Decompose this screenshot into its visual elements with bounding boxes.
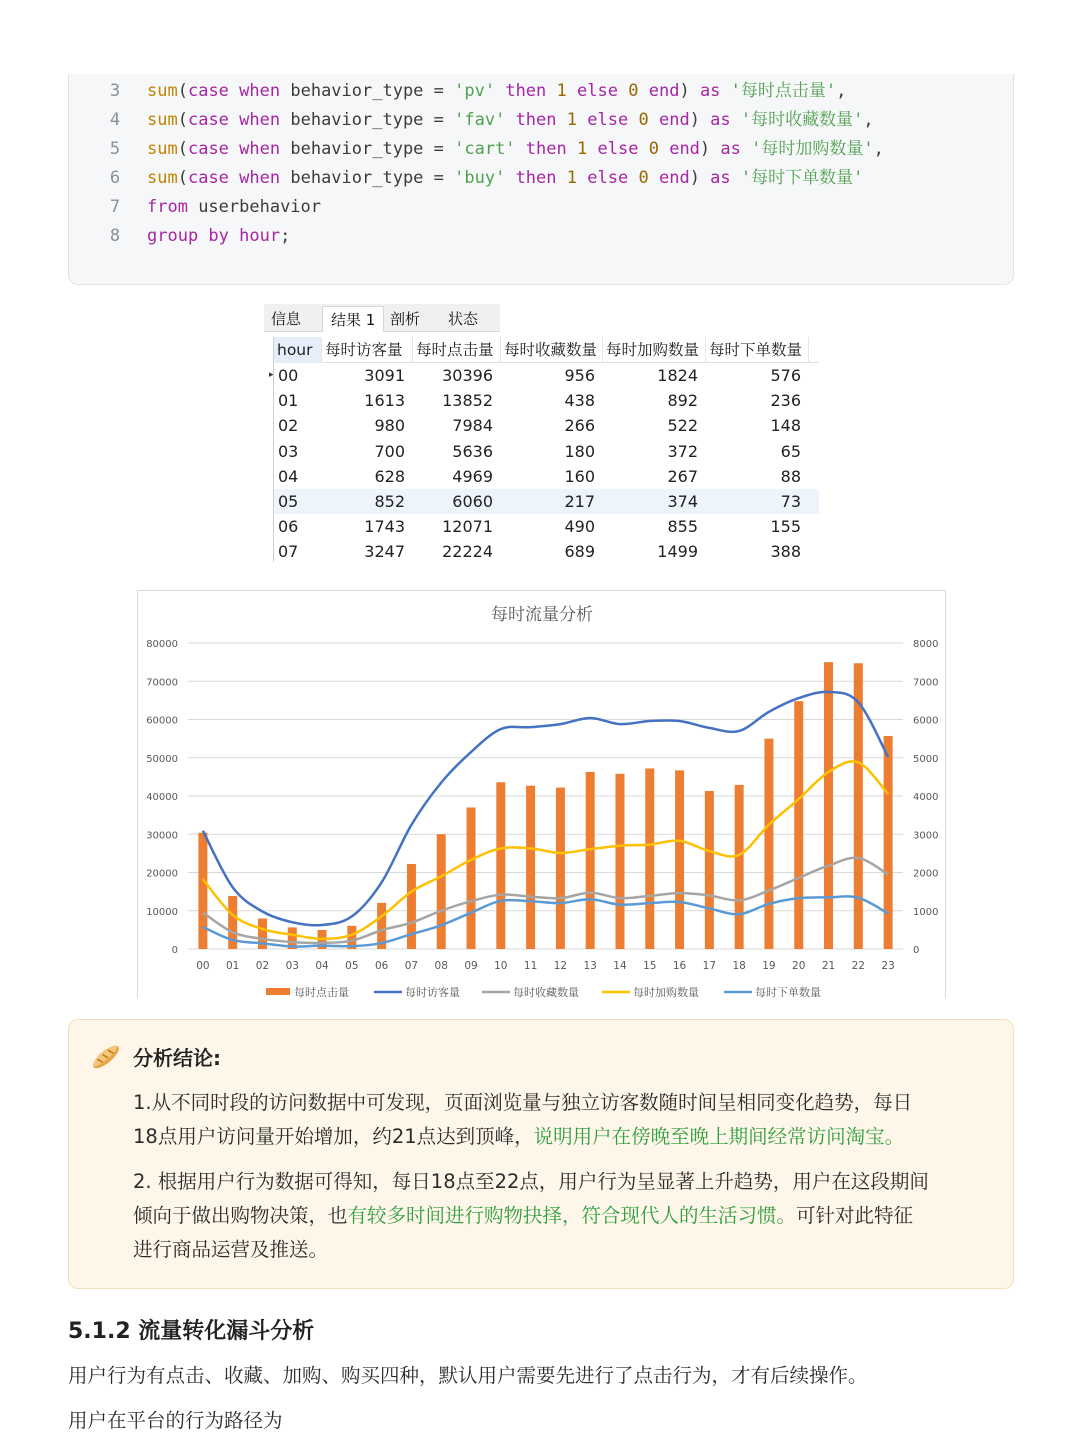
y-left-tick-label: 50000 bbox=[146, 753, 178, 765]
conclusion-paragraph-1 bbox=[133, 1086, 993, 1154]
conclusion-p1-text-2: 18点用户访问量开始增加，约21点达到顶峰， bbox=[133, 1125, 534, 1148]
y-right-tick-label: 3000 bbox=[913, 830, 939, 842]
x-tick-label: 00 bbox=[196, 960, 210, 972]
table-cell: 628 bbox=[374, 466, 405, 486]
y-left-tick-label: 20000 bbox=[146, 868, 178, 880]
column-header[interactable]: hour bbox=[274, 337, 322, 363]
code-line bbox=[69, 106, 1013, 135]
table-cell: 30396 bbox=[442, 366, 493, 385]
code-text: sum(case when behavior_type = 'fav' then 1 else 0 end) as '每时收藏数量', bbox=[147, 110, 874, 130]
bar bbox=[764, 739, 773, 949]
bar bbox=[198, 833, 207, 949]
line-number: 5 bbox=[109, 139, 121, 159]
x-tick-label: 16 bbox=[672, 960, 687, 972]
code-line bbox=[69, 193, 1013, 222]
x-tick-label: 18 bbox=[732, 960, 746, 972]
chart-title: 每时流量分析 bbox=[491, 605, 593, 625]
table-cell: 13852 bbox=[442, 391, 493, 411]
y-right-tick-label: 0 bbox=[913, 945, 920, 956]
section-paragraph: 用户行为有点击、收藏、加购、购买四种，默认用户需要先进行了点击行为，才有后续操作。 bbox=[68, 1364, 868, 1387]
line-number: 6 bbox=[109, 168, 121, 188]
bar bbox=[556, 788, 565, 949]
conclusion-p2-text-2: 倾向于做出购物决策，也 bbox=[133, 1204, 348, 1227]
table-cell: 88 bbox=[780, 466, 801, 486]
table-cell: 372 bbox=[667, 441, 698, 461]
y-left-tick-label: 80000 bbox=[146, 639, 178, 650]
table-cell: 855 bbox=[667, 517, 698, 537]
x-tick-label: 14 bbox=[613, 960, 627, 972]
column-header[interactable]: 每时下单数量 bbox=[706, 337, 809, 363]
line-number: 8 bbox=[109, 226, 121, 246]
column-header[interactable]: 每时收藏数量 bbox=[501, 337, 603, 363]
column-header[interactable]: 每时加购数量 bbox=[603, 337, 706, 363]
code-text: sum(case when behavior_type = 'pv' then 1 else 0 end) as '每时点击量', bbox=[147, 81, 847, 101]
y-right-tick-label: 5000 bbox=[913, 753, 939, 765]
table-cell: 522 bbox=[667, 416, 698, 436]
table-row[interactable] bbox=[274, 464, 819, 489]
tab-status[interactable]: 状态 bbox=[448, 310, 479, 328]
legend-label: 每时点击量 bbox=[294, 986, 349, 999]
x-tick-label: 20 bbox=[792, 960, 806, 972]
code-text: sum(case when behavior_type = 'buy' then 1 else 0 end) as '每时下单数量' bbox=[147, 168, 864, 188]
table-cell: 148 bbox=[770, 416, 801, 436]
conclusion-title: 分析结论: bbox=[133, 1046, 221, 1070]
line-number: 4 bbox=[109, 110, 121, 130]
code-block bbox=[68, 74, 1014, 285]
table-cell: 852 bbox=[374, 492, 405, 511]
table-cell: 4969 bbox=[452, 466, 493, 486]
conclusion-p1-text: 1.从不同时段的访问数据中可发现，页面浏览量与独立访客数随时间呈相同变化趋势，每日 bbox=[133, 1091, 913, 1114]
table-cell: 374 bbox=[667, 492, 698, 511]
table-cell: 956 bbox=[564, 366, 595, 385]
table-cell: 7984 bbox=[452, 416, 493, 436]
bar bbox=[586, 772, 595, 949]
table-cell: 892 bbox=[667, 391, 698, 411]
conclusion-p2-text: 2. 根据用户行为数据可得知，每日18点至22点，用户行为呈显著上升趋势，用户在这段期间 bbox=[133, 1170, 929, 1193]
bar bbox=[437, 834, 446, 949]
y-right-tick-label: 1000 bbox=[913, 906, 939, 918]
table-cell: 388 bbox=[770, 542, 801, 562]
bar bbox=[496, 782, 505, 949]
table-row[interactable] bbox=[274, 489, 819, 514]
bar bbox=[467, 807, 476, 949]
x-tick-label: 11 bbox=[523, 960, 538, 972]
tab-info[interactable]: 信息 bbox=[271, 310, 302, 328]
x-tick-label: 21 bbox=[821, 960, 836, 972]
query-result-grid bbox=[264, 304, 819, 562]
y-right-tick-label: 2000 bbox=[913, 868, 939, 880]
table-row[interactable] bbox=[274, 514, 819, 539]
conclusion-p2-highlight: 有较多时间进行购物抉择，符合现代人的生活习惯。 bbox=[347, 1204, 797, 1227]
series-line bbox=[203, 761, 888, 938]
hourly-traffic-chart bbox=[137, 590, 946, 998]
legend-label: 每时收藏数量 bbox=[513, 986, 579, 999]
code-text: from userbehavior bbox=[147, 197, 322, 217]
bar bbox=[884, 736, 893, 949]
table-cell: 6060 bbox=[452, 492, 493, 511]
y-left-tick-label: 30000 bbox=[146, 830, 178, 842]
legend-label: 每时下单数量 bbox=[755, 986, 821, 999]
result-tabs bbox=[264, 304, 500, 332]
code-text: sum(case when behavior_type = 'cart' then 1 else 0 end) as '每时加购数量', bbox=[147, 139, 884, 159]
table-cell: 236 bbox=[770, 391, 801, 411]
conclusion-callout bbox=[68, 1019, 1014, 1289]
y-left-tick-label: 10000 bbox=[146, 906, 178, 918]
table-row[interactable] bbox=[274, 439, 819, 464]
current-row-icon: ▸ bbox=[269, 370, 274, 380]
x-tick-label: 12 bbox=[553, 960, 568, 972]
y-right-tick-label: 8000 bbox=[913, 639, 939, 650]
bar bbox=[824, 662, 833, 949]
column-header[interactable]: 每时点击量 bbox=[413, 337, 501, 363]
bar bbox=[645, 768, 654, 949]
tab-result-1[interactable]: 结果 1 bbox=[322, 306, 384, 332]
y-right-tick-label: 6000 bbox=[913, 715, 939, 727]
table-cell: 1499 bbox=[657, 542, 698, 562]
chart-canvas bbox=[138, 591, 947, 999]
table-cell: 980 bbox=[374, 416, 405, 436]
table-row[interactable] bbox=[274, 388, 819, 413]
table-cell: 155 bbox=[770, 517, 801, 537]
column-header[interactable]: 每时访客量 bbox=[322, 337, 413, 363]
code-text: group by hour; bbox=[147, 226, 291, 246]
table-cell: 438 bbox=[564, 391, 595, 411]
table-row[interactable] bbox=[274, 413, 819, 438]
table-cell: 3247 bbox=[364, 542, 405, 562]
table-cell: 217 bbox=[564, 492, 595, 511]
x-tick-label: 02 bbox=[255, 960, 270, 972]
x-tick-label: 08 bbox=[434, 960, 448, 972]
x-tick-label: 10 bbox=[494, 960, 508, 972]
code-line bbox=[69, 164, 1013, 193]
line-number: 7 bbox=[109, 197, 121, 217]
conclusion-p2-text-3: 可针对此特征 bbox=[796, 1204, 914, 1227]
table-cell: 12071 bbox=[442, 517, 493, 537]
bar bbox=[526, 786, 535, 949]
table-cell: 267 bbox=[667, 466, 698, 486]
x-tick-label: 05 bbox=[345, 960, 359, 972]
table-cell: 700 bbox=[374, 441, 405, 461]
code-line bbox=[69, 77, 1013, 106]
line-number: 3 bbox=[109, 81, 121, 101]
table-cell: 490 bbox=[564, 517, 595, 537]
x-tick-label: 06 bbox=[374, 960, 389, 972]
table-cell: 689 bbox=[564, 542, 595, 562]
table-cell: 04 bbox=[278, 466, 299, 486]
x-tick-label: 03 bbox=[285, 960, 299, 972]
code-line bbox=[69, 222, 1013, 251]
table-cell: 266 bbox=[564, 416, 595, 436]
conclusion-p2-text-4: 进行商品运营及推送。 bbox=[133, 1238, 329, 1261]
conclusion-paragraph-2 bbox=[133, 1165, 993, 1267]
table-cell: 1824 bbox=[657, 366, 698, 385]
tab-profile[interactable]: 剖析 bbox=[390, 310, 421, 328]
x-tick-label: 22 bbox=[851, 960, 865, 972]
bar bbox=[735, 785, 744, 949]
legend-label: 每时加购数量 bbox=[633, 986, 699, 999]
table-cell: 3091 bbox=[364, 366, 405, 385]
series-line bbox=[203, 692, 888, 925]
table-cell: 22224 bbox=[442, 542, 493, 562]
x-tick-label: 19 bbox=[762, 960, 776, 972]
conclusion-p1-highlight: 说明用户在傍晚至晚上期间经常访问淘宝。 bbox=[533, 1125, 905, 1148]
table-cell: 576 bbox=[770, 366, 801, 385]
y-left-tick-label: 70000 bbox=[146, 677, 178, 689]
y-right-tick-label: 7000 bbox=[913, 677, 939, 689]
table-cell: 06 bbox=[278, 517, 299, 537]
legend-label: 每时访客量 bbox=[405, 986, 460, 999]
y-left-tick-label: 60000 bbox=[146, 715, 178, 727]
table-cell: 1613 bbox=[364, 391, 405, 411]
x-tick-label: 04 bbox=[315, 960, 329, 972]
series-line bbox=[203, 896, 888, 946]
bar bbox=[615, 774, 624, 949]
x-tick-label: 09 bbox=[464, 960, 478, 972]
table-cell: 5636 bbox=[452, 441, 493, 461]
table-cell: 07 bbox=[278, 542, 299, 562]
legend-swatch bbox=[266, 988, 290, 995]
table-cell: 03 bbox=[278, 441, 299, 461]
y-left-tick-label: 0 bbox=[171, 945, 178, 956]
code-line bbox=[69, 135, 1013, 164]
table-row[interactable] bbox=[269, 363, 819, 388]
table-cell: 65 bbox=[780, 441, 801, 461]
x-tick-label: 13 bbox=[583, 960, 597, 972]
section-paragraph-2: 用户在平台的行为路径为 bbox=[68, 1409, 283, 1432]
table-cell: 05 bbox=[278, 492, 299, 511]
table-cell: 00 bbox=[278, 366, 299, 385]
table-cell: 1743 bbox=[364, 517, 405, 537]
x-tick-label: 23 bbox=[881, 960, 895, 972]
table-header bbox=[274, 337, 819, 363]
bread-icon bbox=[89, 1042, 123, 1072]
x-tick-label: 15 bbox=[643, 960, 657, 972]
y-left-tick-label: 40000 bbox=[146, 792, 178, 803]
table-row[interactable] bbox=[274, 539, 819, 564]
y-right-tick-label: 4000 bbox=[913, 792, 939, 803]
x-tick-label: 01 bbox=[226, 960, 240, 972]
table-cell: 160 bbox=[564, 466, 595, 486]
bar bbox=[675, 770, 684, 949]
table-cell: 02 bbox=[278, 416, 299, 436]
bar bbox=[794, 701, 803, 949]
table-cell: 180 bbox=[564, 441, 595, 461]
table-cell: 73 bbox=[780, 492, 801, 511]
table-cell: 01 bbox=[278, 391, 299, 411]
x-tick-label: 07 bbox=[404, 960, 419, 972]
bar bbox=[705, 791, 714, 949]
section-heading: 5.1.2 流量转化漏斗分析 bbox=[68, 1319, 315, 1344]
x-tick-label: 17 bbox=[702, 960, 717, 972]
